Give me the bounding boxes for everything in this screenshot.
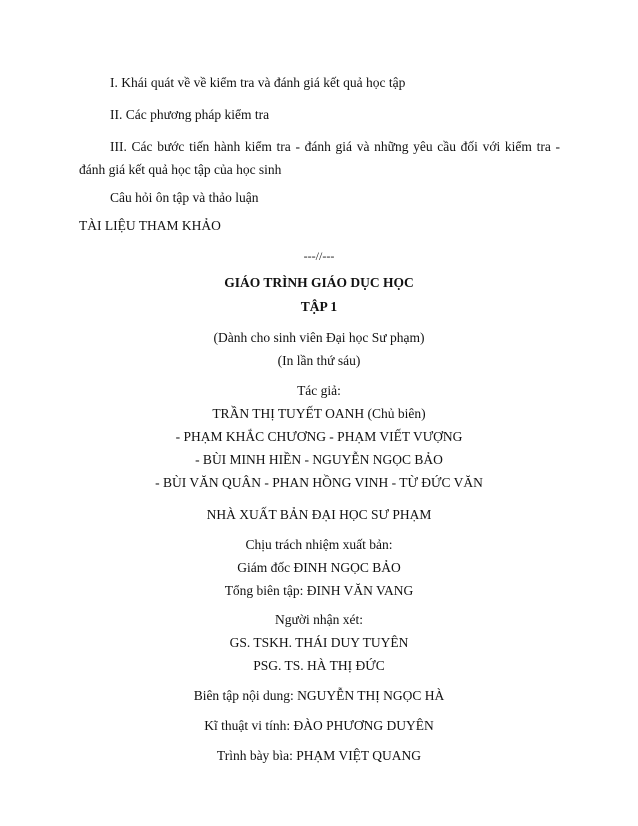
authors-line-2: - PHẠM KHẮC CHƯƠNG - PHẠM VIẾT VƯỢNG bbox=[175, 429, 463, 444]
book-audience: (Dành cho sinh viên Đại học Sư phạm) bbox=[213, 330, 425, 345]
book-printing: (In lần thứ sáu) bbox=[277, 353, 361, 368]
section-separator: ---//--- bbox=[303, 249, 335, 263]
book-volume: TẬP 1 bbox=[300, 299, 338, 314]
reviewer-1: GS. TSKH. THÁI DUY TUYÊN bbox=[229, 635, 409, 650]
authors-line-3: - BÙI MINH HIỀN - NGUYỄN NGỌC BẢO bbox=[195, 452, 443, 467]
chief-editor: Tổng biên tập: ĐINH VĂN VANG bbox=[224, 583, 414, 598]
publishing-director: Giám đốc ĐINH NGỌC BẢO bbox=[237, 560, 401, 575]
authors-label: Tác giả: bbox=[297, 383, 341, 398]
reviewers-label: Người nhận xét: bbox=[275, 612, 363, 627]
toc-item-3-line-2: đánh giá kết quả học tập của học sinh bbox=[79, 162, 282, 177]
typesetting-credit: Kĩ thuật vi tính: ĐÀO PHƯƠNG DUYÊN bbox=[204, 718, 434, 733]
responsibility-label: Chịu trách nhiệm xuất bản: bbox=[245, 537, 393, 552]
cover-design-credit: Trình bày bìa: PHẠM VIỆT QUANG bbox=[216, 748, 422, 763]
toc-item-2: II. Các phương pháp kiểm tra bbox=[110, 107, 270, 122]
book-title: GIÁO TRÌNH GIÁO DỤC HỌC bbox=[224, 275, 414, 290]
authors-line-1: TRẦN THỊ TUYẾT OANH (Chủ biên) bbox=[212, 406, 426, 421]
publisher-name: NHÀ XUẤT BẢN ĐẠI HỌC SƯ PHẠM bbox=[206, 507, 432, 522]
reviewer-2: PSG. TS. HÀ THỊ ĐỨC bbox=[253, 658, 385, 673]
toc-review-questions: Câu hỏi ôn tập và thảo luận bbox=[110, 190, 259, 205]
content-editor: Biên tập nội dung: NGUYỄN THỊ NGỌC HÀ bbox=[193, 688, 445, 703]
toc-item-1: I. Khái quát về về kiểm tra và đánh giá kết quả học tập bbox=[110, 75, 406, 90]
toc-item-3-line-1: III. Các bước tiến hành kiểm tra - đánh giá và những yêu cầu đối với kiểm tra - bbox=[110, 139, 560, 154]
authors-line-4: - BÙI VĂN QUÂN - PHAN HỒNG VINH - TỪ ĐỨC VĂN bbox=[155, 475, 483, 490]
toc-references: TÀI LIỆU THAM KHẢO bbox=[79, 218, 221, 233]
